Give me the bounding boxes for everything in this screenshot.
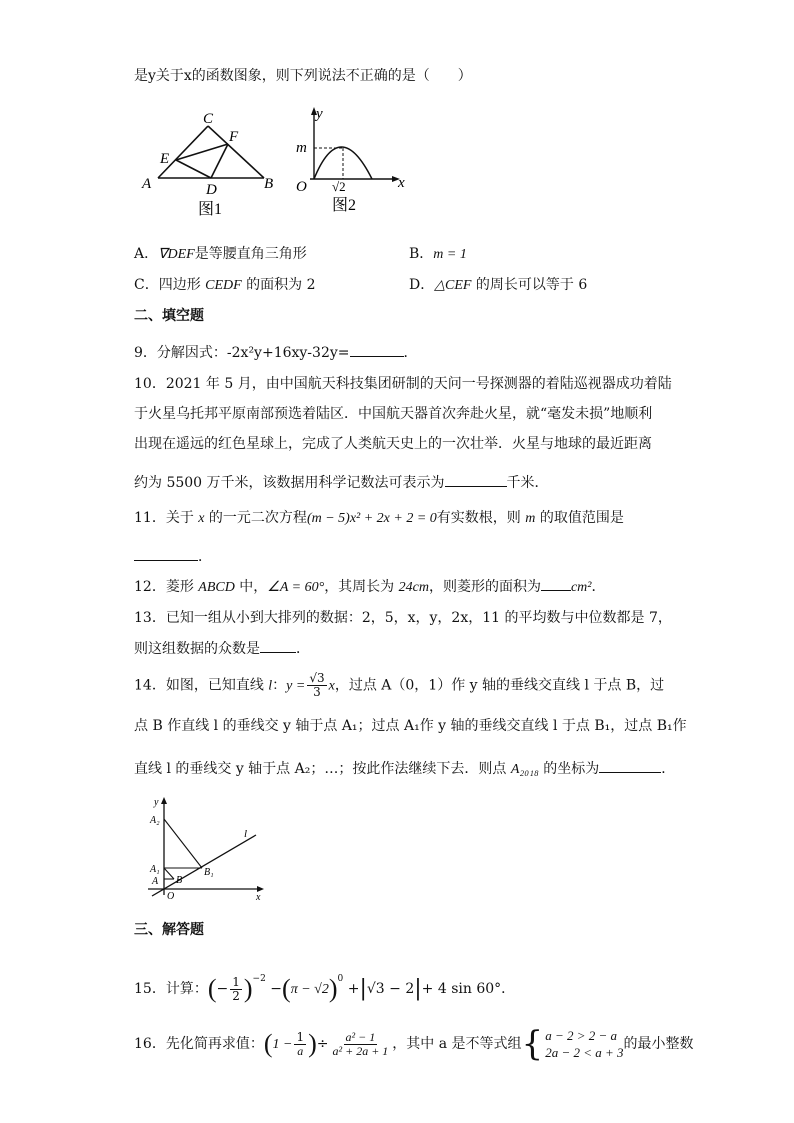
q14-fig-label-x: x: [256, 892, 261, 903]
fig1-label-b: B: [264, 176, 274, 192]
fig1-label-c: C: [203, 111, 214, 127]
fig1-label-e: E: [160, 151, 170, 167]
q14-fig-label-o: O: [167, 891, 175, 902]
q12-line: 12．菱形 ABCD 中，∠A = 60°，其周长为 24cm，则菱形的面积为 cm²．: [134, 576, 606, 598]
q14-figure: [144, 795, 274, 905]
section-fill-blank-title: 二、填空题: [134, 308, 204, 324]
q10-line-2: 于火星乌托邦平原南部预选着陆区．中国航天器首次奔赴火星，就“毫发未损”地顺利: [134, 406, 653, 422]
q8-stem-tail: 是y关于x的函数图象，则下列说法不正确的是（ ）: [134, 68, 472, 84]
fig1-caption: 图1: [198, 201, 223, 218]
q14-fig-label-b: B: [176, 875, 183, 886]
fig2-label-sqrt2: √2: [332, 179, 346, 194]
q12-answer-blank[interactable]: [541, 576, 571, 591]
q16-fraction-2: $\frac{\text{a² − 1}}{\text{a² + 2a + 1}}$: [332, 1029, 389, 1058]
q14-line-3: 直线 l 的垂线交 y 轴于点 A₂；…；按此作法继续下去．则点 A₂₀₁₈ 的坐标为 ．: [134, 758, 675, 780]
q13-line-2: 则这组数据的众数是 ．: [134, 638, 310, 659]
section-solve-title: 三、解答题: [134, 922, 204, 938]
q10-line-1: 10．2021 年 5 月，由中国航天科技集团研制的天问一号探测器的着陆巡视器成功着陆: [134, 376, 672, 392]
figure-2-graph: [292, 104, 412, 216]
q16-inequality-system: { a − 2 > 2 − a 2a − 2 < a + 3: [521, 1024, 624, 1064]
q13-answer-blank[interactable]: [260, 638, 296, 653]
q8-option-d: D．△CEF 的周长可以等于 6: [409, 277, 588, 293]
q10-answer-blank[interactable]: [445, 472, 507, 487]
q14-fig-label-a2: A₂: [150, 815, 160, 826]
fig2-label-y: y: [316, 106, 323, 122]
fig2-label-o: O: [296, 179, 307, 195]
q8-option-c: C．四边形 CEDF 的面积为 2: [134, 277, 316, 293]
q15-half-fraction: $\frac{1}{2}$: [232, 974, 240, 1003]
q16-line: 16．先化简再求值：(1 − $\frac{1}{a}$ )÷ $\frac{\text{a² − 1}}{\text{a² + 2a + 1}}$ ，其中 a 是不等式组 { a − 2 > 2 − a 2a − 2 < a + 3 的最小整数: [134, 1024, 694, 1064]
q9-line: 9．分解因式：-2x²y+16xy-32y= ．: [134, 342, 418, 363]
fig1-label-a: A: [142, 176, 152, 192]
q14-answer-blank[interactable]: [599, 758, 661, 773]
q10-line-3: 出现在遥远的红色星球上，完成了人类航天史上的一次壮举．火星与地球的最近距离: [134, 436, 652, 452]
fig1-label-d: D: [206, 182, 217, 198]
q14-slope-fraction: $\frac{√3}{3}$: [309, 671, 325, 699]
q15-line: 15．计算：(− $\frac{1}{2}$ )$^{-2} -(\pi - √2)^0 +|√3 - 2|+ 4$ sin 60°．: [134, 974, 516, 1003]
q11-answer-blank[interactable]: [134, 546, 198, 561]
fig2-label-m: m: [296, 140, 307, 156]
q8-option-b: B．m = 1: [409, 246, 467, 262]
q11-line: 11．关于 x 的一元二次方程(m − 5)x² + 2x + 2 = 0有实数根，则 m 的取值范围是: [134, 510, 624, 526]
fig2-caption: 图2: [332, 197, 357, 214]
q9-answer-blank[interactable]: [350, 342, 404, 357]
q14-fig-label-a1: A₁: [150, 864, 160, 875]
q8-option-a: A．∇DEF是等腰直角三角形: [134, 246, 307, 262]
q14-fig-label-l: l: [244, 828, 248, 840]
q14-line-1: 14．如图，已知直线 l：y = $\frac{√3}{3}$ x，过点 A（0，1）作 y 轴的垂线交直线 l 于点 B，过: [134, 671, 665, 699]
q16-fraction-1: $\frac{1}{a}$: [296, 1029, 305, 1058]
q13-line-1: 13．已知一组从小到大排列的数据：2，5，x，y，2x，11 的平均数与中位数都是 7，: [134, 610, 672, 626]
q14-fig-label-b1: B₁: [204, 867, 214, 878]
q10-line-4: 约为 5500 万千米，该数据用科学记数法可表示为 千米．: [134, 472, 549, 493]
figure-1-triangle: [136, 106, 286, 218]
q14-line-2: 点 B 作直线 l 的垂线交 y 轴于点 A₁；过点 A₁作 y 轴的垂线交直线 l 于点 B₁，过点 B₁作: [134, 718, 687, 734]
q14-fig-label-y: y: [154, 797, 159, 808]
q11-answer-line: ．: [134, 546, 212, 567]
q14-fig-label-a: A: [152, 876, 159, 887]
fig1-label-f: F: [229, 129, 239, 145]
fig2-label-x: x: [398, 175, 405, 191]
